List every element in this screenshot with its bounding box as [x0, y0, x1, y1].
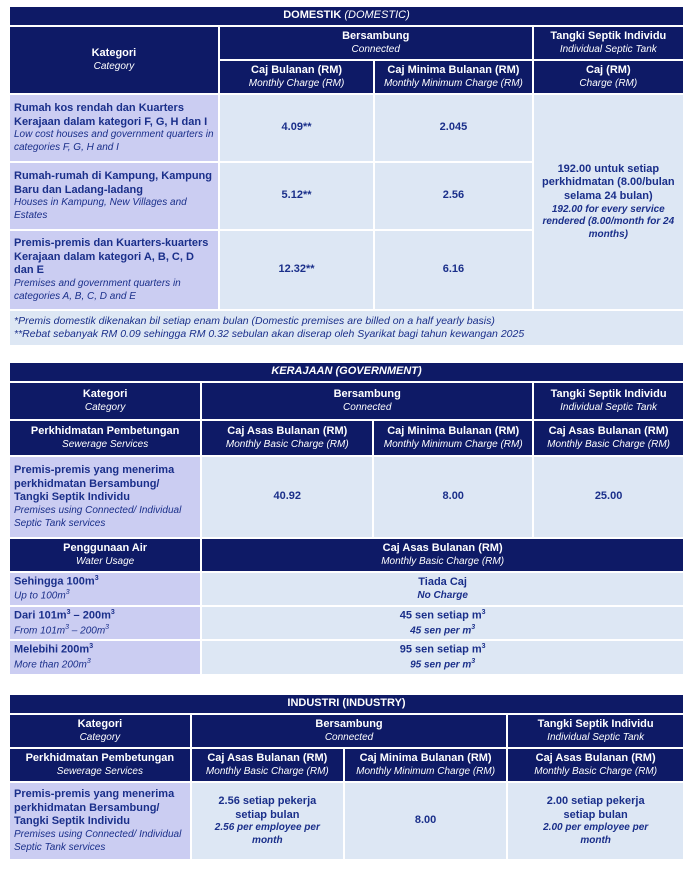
government-minimum-header: Caj Minima Bulanan (RM) Monthly Minimum Charge (RM): [374, 421, 532, 455]
government-table: [8, 361, 685, 676]
water-tier-2: Dari $101m^3 - 200m^3$ From $101m^3 - 200m^3$: [10, 607, 200, 639]
domestic-row-category: Rumah kos rendah dan Kuarters Kerajaan dalam kategori F, G, H dan I Low cost houses and government quarters in categories F, G, H and I: [10, 95, 218, 161]
government-title: KERAJAAN (GOVERNMENT): [10, 363, 683, 381]
water-usage-header: Penggunaan Air Water Usage: [10, 539, 200, 571]
water-tier-2-charge: 45 sen setiap $m^3$ 45 sen per $m^3$: [202, 607, 683, 639]
industry-septic-basic-header: Caj Asas Bulanan (RM) Monthly Basic Charge (RM): [508, 749, 683, 781]
industry-table: [8, 693, 685, 861]
industry-minimum-header: Caj Minima Bulanan (RM) Monthly Minimum Charge (RM): [345, 749, 506, 781]
government-connected-header: Bersambung Connected: [202, 383, 532, 419]
government-septic-basic-header: Caj Asas Bulanan (RM) Monthly Basic Charge (RM): [534, 421, 683, 455]
government-septic-value: 25.00: [534, 457, 683, 537]
government-category-header: Kategori Category: [10, 383, 200, 419]
water-tier-1: Sehingga $100m^3$ Up to $100m^3$: [10, 573, 200, 605]
domestic-septic-header: Tangki Septik Individu Individual Septic Tank: [534, 27, 683, 59]
domestic-notes: *Premis domestik dikenakan bil setiap enam bulan (Domestic premises are billed on a half yearly basis) **Rebat sebanyak RM 0.09 sehingga RM 0.32 sebulan akan diserap oleh Syarikat bagi tahun kewangan 2025: [10, 311, 683, 345]
domestic-table: [8, 5, 685, 347]
water-tier-3: Melebihi $200m^3$ More than $200m^3$: [10, 641, 200, 673]
industry-minimum-value: 8.00: [345, 783, 506, 859]
domestic-connected-header: Bersambung Connected: [220, 27, 532, 59]
domestic-row-category: Premis-premis dan Kuarters-kuarters Kerajaan dalam kategori A, B, C, D dan E Premises and government quarters in categories A, B, C, D and E: [10, 231, 218, 309]
domestic-title: DOMESTIK (DOMESTIC): [10, 7, 683, 25]
water-tier-3-charge: 95 sen setiap $m^3$ 95 sen per $m^3$: [202, 641, 683, 673]
domestic-septic-charge: 192.00 untuk setiap perkhidmatan (8.00/bulan selama 24 bulan) 192.00 for every service rendered (8.00/month for 24 months): [534, 95, 683, 309]
water-tier-1-charge: Tiada Caj No Charge: [202, 573, 683, 605]
government-septic-header: Tangki Septik Individu Individual Septic Tank: [534, 383, 683, 419]
industry-premise-category: Premis-premis yang menerima perkhidmatan Bersambung/ Tangki Septik Individu Premises using Connected/ Individual Septic Tank services: [10, 783, 190, 859]
domestic-row-monthly: 5.12**: [220, 163, 373, 229]
industry-septic-header: Tangki Septik Individu Individual Septic Tank: [508, 715, 683, 747]
domestic-row-minimum: 2.045: [375, 95, 531, 161]
domestic-row-monthly: 12.32**: [220, 231, 373, 309]
industry-title: INDUSTRI (INDUSTRY): [10, 695, 683, 713]
domestic-row-minimum: 6.16: [375, 231, 531, 309]
industry-septic-value: 2.00 setiap pekerja setiap bulan 2.00 per employee per month: [508, 783, 683, 859]
domestic-category-header: Kategori Category: [10, 27, 218, 93]
industry-services-header: Perkhidmatan Pembetungan Sewerage Services: [10, 749, 190, 781]
water-charge-header: Caj Asas Bulanan (RM) Monthly Basic Charge (RM): [202, 539, 683, 571]
industry-basic-header: Caj Asas Bulanan (RM) Monthly Basic Charge (RM): [192, 749, 343, 781]
industry-category-header: Kategori Category: [10, 715, 190, 747]
domestic-row-monthly: 4.09**: [220, 95, 373, 161]
domestic-monthly-header: Caj Bulanan (RM) Monthly Charge (RM): [220, 61, 373, 93]
government-basic-value: 40.92: [202, 457, 372, 537]
domestic-row-category: Rumah-rumah di Kampung, Kampung Baru dan Ladang-ladang Houses in Kampung, New Villages and Estates: [10, 163, 218, 229]
government-premise-category: Premis-premis yang menerima perkhidmatan Bersambung/ Tangki Septik Individu Premises using Connected/ Individual Septic Tank services: [10, 457, 200, 537]
government-services-header: Perkhidmatan Pembetungan Sewerage Services: [10, 421, 200, 455]
domestic-charge-header: Caj (RM) Charge (RM): [534, 61, 683, 93]
industry-connected-header: Bersambung Connected: [192, 715, 507, 747]
domestic-minimum-header: Caj Minima Bulanan (RM) Monthly Minimum Charge (RM): [375, 61, 531, 93]
government-basic-header: Caj Asas Bulanan (RM) Monthly Basic Charge (RM): [202, 421, 372, 455]
government-minimum-value: 8.00: [374, 457, 532, 537]
industry-basic-value: 2.56 setiap pekerja setiap bulan 2.56 per employee per month: [192, 783, 343, 859]
domestic-row-minimum: 2.56: [375, 163, 531, 229]
